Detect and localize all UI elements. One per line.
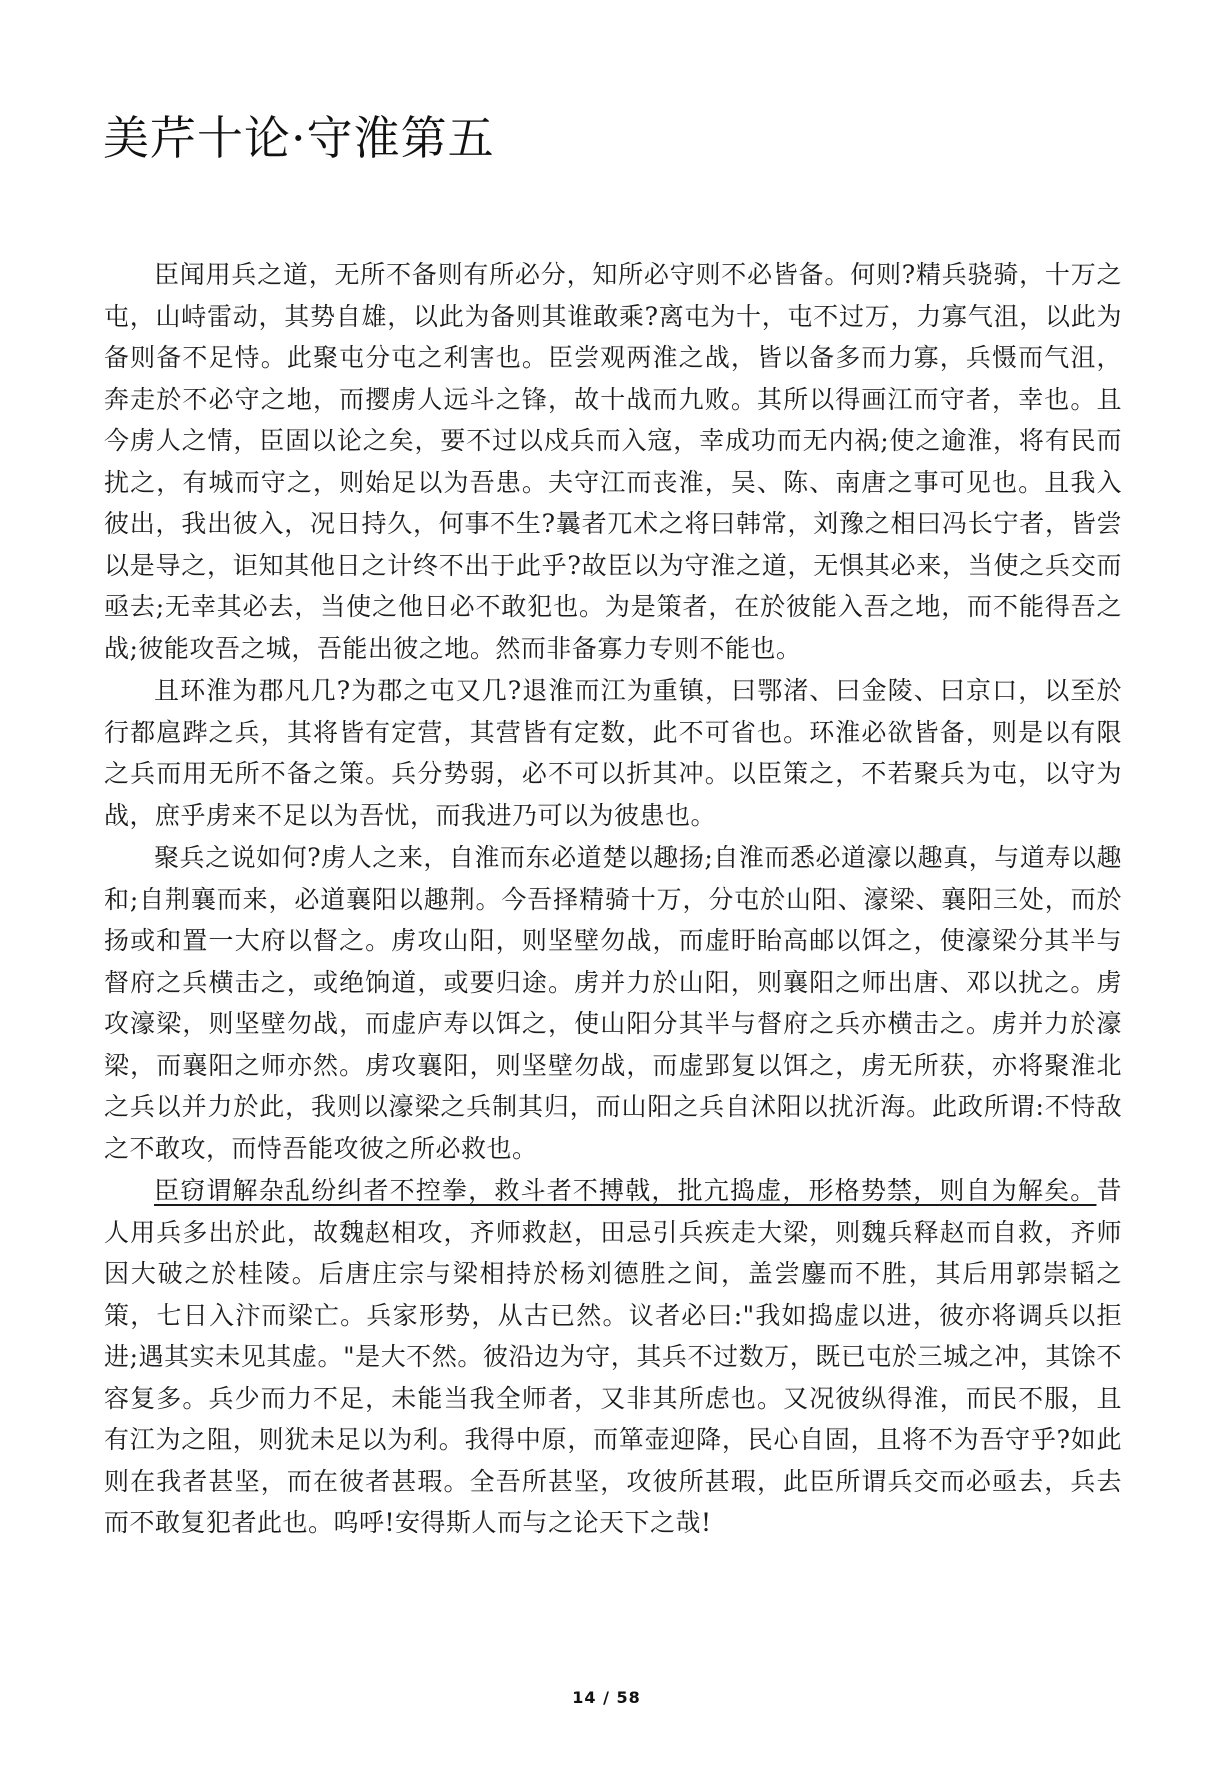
- paragraph-3: 聚兵之说如何?虏人之来，自淮而东必道楚以趣扬;自淮而悉必道濠以趣真，与道寿以趣和;自荆襄而来，必道襄阳以趣荆。今吾择精骑十万，分屯於山阳、濠梁、襄阳三处，而於扬或和置一大府以督之。虏攻山阳，则坚壁勿战，而虚盱眙高邮以饵之，使濠梁分其半与督府之兵横击之，或绝饷道，或要归途。虏并力於山阳，则襄阳之师出唐、邓以扰之。虏攻濠梁，则坚壁勿战，而虚庐寿以饵之，使山阳分其半与督府之兵亦横击之。虏并力於濠梁，而襄阳之师亦然。虏攻襄阳，则坚壁勿战，而虚郢复以饵之，虏无所获，亦将聚淮北之兵以并力於此，我则以濠梁之兵制其归，而山阳之兵自沭阳以扰沂海。此政所谓:不恃敌之不敢攻，而恃吾能攻彼之所必救也。: [104, 843, 1122, 1163]
- page-number: 14 / 58: [572, 1688, 641, 1707]
- document-body: [104, 254, 1122, 1544]
- paragraph-2: 且环淮为郡凡几?为郡之屯又几?退淮而江为重镇，曰鄂渚、曰金陵、曰京口，以至於行都扈跸之兵，其将皆有定营，其营皆有定数，此不可省也。环淮必欲皆备，则是以有限之兵而用无所不备之策。兵分势弱，必不可以折其冲。以臣策之，不若聚兵为屯，以守为战，庶乎虏来不足以为吾忧，而我进乃可以为彼患也。: [104, 676, 1122, 830]
- underlined-sentence: 臣窃谓解杂乱纷纠者不控拳，救斗者不搏戟，批亢捣虚，形格势禁，则自为解矣。: [154, 1176, 1097, 1205]
- paragraph-4: [104, 1170, 1122, 1544]
- paragraph-4-text: 昔人用兵多出於此，故魏赵相攻，齐师救赵，田忌引兵疾走大梁，则魏兵释赵而自救，齐师因大破之於桂陵。后唐庄宗与梁相持於杨刘德胜之间，盖尝鏖而不胜，其后用郭崇韬之策，七日入汴而梁亡。兵家形势，从古已然。议者必曰:"我如捣虚以进，彼亦将调兵以拒进;遇其实未见其虚。"是大不然。彼沿边为守，其兵不过数万，既已屯於三城之冲，其馀不容复多。兵少而力不足，未能当我全师者，又非其所虑也。又况彼纵得淮，而民不服，且有江为之阻，则犹未足以为利。我得中原，而箪壶迎降，民心自固，且将不为吾守乎?如此则在我者甚坚，而在彼者甚瑕。全吾所甚坚，攻彼所甚瑕，此臣所谓兵交而必亟去，兵去而不敢复犯者此也。呜呼!安得斯人而与之论天下之哉!: [104, 1176, 1122, 1537]
- document-title: 美芹十论·守淮第五: [103, 111, 495, 165]
- paragraph-1: 臣闻用兵之道，无所不备则有所必分，知所必守则不必皆备。何则?精兵骁骑，十万之屯，山峙雷动，其势自雄，以此为备则其谁敢乘?离屯为十，屯不过万，力寡气沮，以此为备则备不足恃。此聚屯分屯之利害也。臣尝观两淮之战，皆以备多而力寡，兵慑而气沮，奔走於不必守之地，而撄虏人远斗之锋，故十战而九败。其所以得画江而守者，幸也。且今虏人之情，臣固以论之矣，要不过以戍兵而入寇，幸成功而无内祸;使之逾淮，将有民而扰之，有城而守之，则始足以为吾患。夫守江而丧淮，吴、陈、南唐之事可见也。且我入彼出，我出彼入，况日持久，何事不生?曩者兀术之将曰韩常，刘豫之相曰冯长宁者，皆尝以是导之，讵知其他日之计终不出于此乎?故臣以为守淮之道，无惧其必来，当使之兵交而亟去;无幸其必去，当使之他日必不敢犯也。为是策者，在於彼能入吾之地，而不能得吾之战;彼能攻吾之城，吾能出彼之地。然而非备寡力专则不能也。: [104, 260, 1122, 663]
